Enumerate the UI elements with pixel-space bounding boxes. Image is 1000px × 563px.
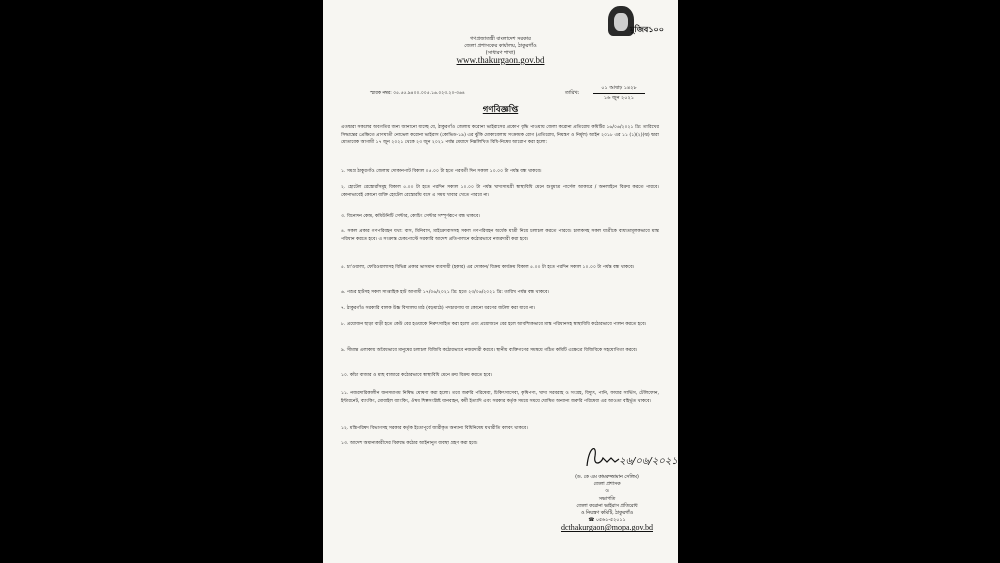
list-item: ১০. কাঁচা বাজার ও মাছ বাজারে কঠোরভাবে স্বাস্থ্যবিধি মেনে ক্রয় বিক্রয় করতে হবে। bbox=[341, 373, 493, 378]
list-item: ১. সমগ্র ঠাকুরগাঁও জেলায় দোকানপাট বিকাল ০৫.০০ টা হতে পরবর্তী দিন সকাল ১০.০০ টা পর্যন্ত বন্ধ থাকবে। bbox=[341, 169, 542, 174]
list-item: ১২. মন্ত্রিপরিষদ বিভাগসহ সরকার কর্তৃক ইতোপূর্বে জারীকৃত অন্যান্য বিধিনিষেধ যথারীতি বলবৎ থাকবে। bbox=[341, 426, 528, 431]
handwritten-signature bbox=[581, 440, 678, 470]
letterhead bbox=[323, 36, 678, 64]
date-label: তারিখ: bbox=[565, 90, 580, 96]
office-line: জেলা প্রশাসকের কার্যালয়, ঠাকুরগাঁও bbox=[464, 43, 537, 49]
list-item: ৯. সীমান্ত এলাকায় অবৈধভাবে মানুষের চলাচল বিজিবি কঠোরভাবে নজরদারী করবে। স্থানীয় ব্যক্তিগণের সমন্বয়ে গঠিত কমিটি এক্ষেত্রে বিজিবিকে সহযোগিতা করবে। bbox=[341, 348, 638, 353]
logo-text: মুজিব১০০ bbox=[630, 25, 664, 34]
document-page bbox=[323, 0, 678, 563]
date-block bbox=[593, 84, 645, 103]
list-item: ৭. ঠাকুরগাঁও সরকারি বালক উচ্চ বিদ্যালয় মাঠ (বড়মাঠে) পদচারণায় বা কোনো ধরণের জটলা করা যাবে না। bbox=[341, 306, 536, 311]
signatory-name: (ড. কে এম কামরুজ্জামান সেলিম) bbox=[575, 475, 639, 480]
signature-block bbox=[537, 474, 677, 532]
committee-line-2: ও নিয়ন্ত্রণ কমিটি, ঠাকুরগাঁও bbox=[580, 511, 634, 517]
mujib100-logo bbox=[606, 6, 662, 40]
email-link[interactable]: dcthakurgaon@mopa.gov.bd bbox=[560, 523, 653, 533]
signatory-designation: জেলা প্রশাসক bbox=[593, 482, 621, 488]
list-item: ৬. পশুর হাটসহ সকল সাপ্তাহিক হাট আগামী ১৭/০৬/২০২১ খ্রি: হতে ২৩/০৬/২০২১ খ্রি: তারিখ পর্যন্ত বন্ধ থাকবে। bbox=[341, 290, 550, 295]
website-link[interactable]: www.thakurgaon.gov.bd bbox=[456, 55, 545, 65]
intro-paragraph: এতদ্বারা সকলের অবগতির জন্য জানানো যাচ্ছে যে, ঠাকুরগাঁও জেলায় করোনা ভাইরাসের প্রকোপ বৃদ্ধি পাওয়ায় জেলা করোনা প্রতিরোধ কমিটির ১৬/০৬/২০২১ খ্রি: তারিখের সিদ্ধান্তের প্রেক্ষিতে প্রাণঘাতী নোভেল করোনা ভাইরাস (কোভিড-১৯) এর ঝুঁকি মোকাবেলায় সংক্রামক রোগ (প্রতিরোধ, নিয়ন্ত্রণ ও নির্মূল) আইন ২০১৮ এর ১১ (১)(২)(ঝ) দ্বারা মোতাবেক আগামী ১৭ জুন ২০২১ থেকে ২৩ জুন ২০২১ পর্যন্ত মেয়াদে নিম্নলিখিত বিধি-নিষেধ আরোপ করা হলো: bbox=[341, 125, 659, 145]
list-item: ১৩. আদেশ অমান্যকারীদের বিরুদ্ধে কঠোর আইনানুগ ব্যবস্থা গ্রহণ করা হবে। bbox=[341, 441, 478, 446]
list-item: ৫. চা'ওয়ালা, ফেরিওয়ালাসহ বিভিন্ন প্রকার ভাসমান ব্যবসায়ী (হকার) এর দোকান/ বিক্রয় কার্যক্রম বিকাল ৫.০০ টা হতে পরদিন সকাল ১০.০০ টা পর্যন্ত বন্ধ থাকবে। bbox=[341, 265, 635, 270]
list-item: ৮. প্রয়োজন ছাড়া বাড়ী হতে কেউ বের হওয়াকে নিরুৎসাহিত করা হলো এবং প্রয়োজনে বের হলে আবশ্যিকভাবে মাস্ক পরিধানসহ স্বাস্থ্যবিধি কঠোরভাবে পালন করতে হবে। bbox=[341, 322, 647, 327]
section-line: (সাধারণ শাখা) bbox=[485, 50, 516, 56]
notice-title: গণবিজ্ঞপ্তি bbox=[482, 105, 519, 115]
govt-line: গণপ্রজাতন্ত্রী বাংলাদেশ সরকার bbox=[470, 36, 531, 42]
date-english: ১৬ জুন ২০২১ bbox=[603, 95, 635, 101]
date-bangla: ০১ আষাঢ় ১৪২৮ bbox=[593, 84, 645, 94]
list-item: ১১. নজরদারিকালীন জনসমাগম নিষিদ্ধ ঘোষণা করা হলো। তবে জরুরি পরিষেবা, চিকিৎসাসেবা, কৃষিপণ্য, খাদ্য সরবরাহ ও সংগ্রহ, বিদ্যুৎ, পানি, ফায়ার সার্ভিস, টেলিফোন, ইন্টারনেট, ব্যাংকিং, মোবাইল ব্যাংকিং, ঔষধ শিল্পসংশ্লিষ্ট যানবাহন, কর্মী ইত্যাদি এবং সরকার কর্তৃক সময়ে সময়ে ঘোষিত অন্যান্য জরুরি পরিষেবা এর আওতা বহির্ভূত থাকবে। bbox=[341, 391, 659, 404]
list-item: ৩. বিনোদন কেন্দ্র, কমিউনিটি সেন্টার, কোচিং সেন্টার সম্পূর্ণরূপে বন্ধ থাকবে। bbox=[341, 214, 480, 219]
list-item: ৪. সকল প্রকার গণপরিবহন যথা: বাস, মিনিবাস, মাইক্রোবাসসহ সকল গণপরিবহন অর্ধেক যাত্রী নিয়ে চলাচল করতে পারবে। চালকসহ সকল যাত্রীকে বাধ্যতামূলকভাবে মাস্ক পরিধান করতে হবে। এ সংক্রান্ত চেকপোস্টে সরকারি আদেশ প্রতিপালনে কঠোরভাবে নজরদারী করা হবে। bbox=[341, 229, 659, 242]
svg-text:২৬/০৬/২০২১: ২৬/০৬/২০২১ bbox=[619, 456, 678, 467]
signatory-role: সভাপতি bbox=[598, 496, 616, 502]
list-item: ২. হোটেল রেস্তোরাঁসমূহ বিকাল ৫.০০ টা হতে পরদিন সকাল ১০.০০ টা পর্যন্ত খাদ্যসামগ্রী স্বাস্থ্যবিধি মেনে শুধুমাত্র পার্সেল আকারে / অনলাইনে বিক্রয় করতে পারবে। কোনাভাবেই কোনো ব্যক্তি হোটেল রেস্তোরাঁয় বসে এ সময় খাবার খেতে পারবে না। bbox=[341, 185, 659, 198]
phone-number: ☎ ০৫৬১-৫২০১১ bbox=[588, 518, 626, 524]
memo-number: স্মারক নম্বর: ০৫.৫৫.৯৪০০.০০৫.১৬.০২৩.২০-৩৬৪ bbox=[370, 91, 465, 96]
signatory-and: ও bbox=[605, 489, 609, 495]
committee-line-1: জেলা করোনা ভাইরাস প্রতিরোধ bbox=[576, 503, 638, 509]
